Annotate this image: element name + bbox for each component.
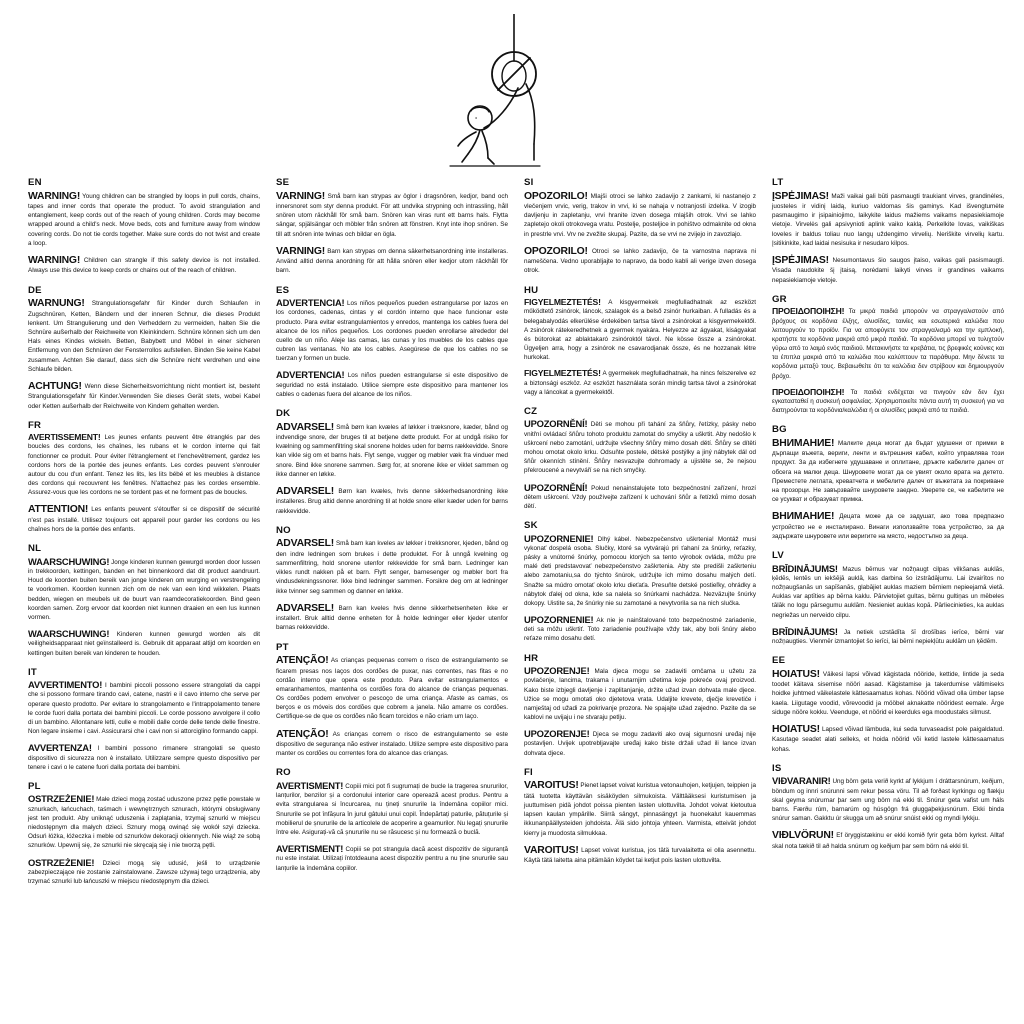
warning-headword: VARNING!: [276, 190, 326, 202]
warning-headword: UPOZORNĚNÍ!: [524, 481, 588, 493]
warning-headword: AVVERTENZA!: [28, 742, 92, 754]
warning-text: Τα παιδιά ενδέχεται να πνιγούν εάν δεν έχει εγκατασταθεί η συσκευή ασφαλείας. Χρησιμοποιείτε πάντα αυτή τη συσκευή για να διατηρούνται τα κορδόνια/καλώδια ή οι αλυσίδες μακριά από τα παιδιά.: [772, 388, 1004, 415]
warning-paragraph: [524, 844, 756, 867]
warning-paragraph: [28, 556, 260, 623]
language-block-ee: [772, 656, 1004, 755]
warning-headword: ВНИМАНИЕ!: [772, 437, 835, 449]
language-code: RO: [276, 767, 291, 779]
language-code: EE: [772, 655, 786, 667]
warning-text: A gyermekek megfulladhatnak, ha nincs felszerelve ez a biztonsági eszköz. Az eszközt használata során mindig tartsa távol a zsinórokat vagy a láncokat a gyermekektől.: [524, 370, 756, 396]
warning-headword: HOIATUS!: [772, 668, 820, 680]
warning-headword: UPOZORENJE!: [524, 728, 590, 740]
warning-headword: OPOZORILO!: [524, 245, 588, 257]
language-block-lv: [772, 551, 1004, 647]
language-code: LT: [772, 177, 784, 188]
warning-paragraph: [28, 190, 260, 249]
warning-text: Dlhý kábel. Nebezpečenstvo uškrtenia! Montáž musi vykonať dospelá osoba. Slučky, ktoré sa vytvárajú pri ťahaní za šnúrky, reťazky, pásky a vnútorné šnúrky, pomocou ktorých sa tento výrobok ovláda, môžu pre malé deti predstavovať nebezpečenstvo zaškrtenia. Aby ste predišli zaškrteniu alebo zamotaniu,sa do týchto šnúrok, udržujte ich mimo dosahu malých detí. Snažte sa múdro omotať okolo krku dieťaťa. Presuňte detské postieľky, ohrádky a nábytok ďalej od okna, kde sa nalela so šnúrkami nachádza. Nezväzujte šnúrky dokopy. Uistite sa, že šnúrky nie su zamotané a nevytvorila sa na nich slučka.: [524, 535, 756, 607]
warning-text: Mazus bērnus var nožņaugt cilpas vilkšanas auklās, ķēdēs, lentēs un iekšējā auklā, kas darbina šo izstrādājumu. Lai izvairītos no nožņaugšanās un sapīšanās, glabājiet auklas maziem bērniem nepieejamā vietā. Auklas var aptīties ap bērna kaklu. Pārvietojiet gultas, bērnu gultiņas un mēbeles tālāk no logu pārsegumu auklām. Nesieniet auklas kopā. Pārliecinieties, ka auklas negriežas un nerveido cilpu.: [772, 565, 1004, 619]
warning-text: Kinderen kunnen gewurgd worden als dit veiligheidsapparaat niet geïnstalleerd is. Gebruik dit apparaat altijd om koorden en kettingen buiten bereik van kinderen te houden.: [28, 631, 260, 657]
warning-text: Les jeunes enfants peuvent être étranglés par des boucles des cordons, les chaînes, les rubans et le cordon interne qui fait fonctionner ce produit. Pour éviter l'étranglement et l'enchevêtrement, gardez les cordons hors de la portée des jeunes enfants. Les cordes peuvent s'enrouler autour du cou d'un enfant. Tenez les lits, les lits bébé et les meubles à distance des cordons qui recouvrent les fenêtres. N'attachez pas les cordes ensemble. Assurez-vous que les cordons ne se tordent pas et ne forment pas de boucles.: [28, 434, 260, 497]
warning-headword: WARNING!: [28, 254, 81, 266]
warning-headword: ΠΡΟΕΙΔΟΠΟΙΗΣΗ!: [772, 306, 845, 317]
warning-headword: AVERTISSEMENT!: [28, 432, 101, 443]
warning-text: Små barn kan strypas av öglor i dragsnören, kedjor, band och innersnoret som styr denna produkt. För att undvika strypning och intrassling, håll snören utom räckhåll för små barn. Snören kan viras runt ett barns hals. Flytta sängar, spjälsängar och möbler från snören att fönstren. Knyt inte ihop snören. Se till att snören inte twinas och bildar en ögla.: [276, 192, 508, 238]
warning-text: Los niños pueden estrangularse si este dispositivo de seguridad no está instalado. Utilice siempre este dispositivo para mantener los cables o cadenas fuera del alcance de los niños.: [276, 372, 508, 398]
warning-headword: AVERTISMENT!: [276, 843, 344, 855]
warning-paragraph: [28, 503, 260, 535]
warning-headword: OSTRZEŻENIE!: [28, 856, 95, 868]
warning-headword: WARNING!: [28, 190, 81, 202]
warning-text: As crianças pequenas correm o risco de estrangulamento se ficarem presas nos laços dos cordões de puxar, nas correntes, nas fitas e no cordão interno que opera este produto. Para evitar estrangulamentos e emaranhamentos, mantenha os cordões fora do alcance de crianças pequenas. Os cordões podem envolver o pescoço de uma criança. Afaste as camas, os berços e os móveis dos cordões que cobrem a janela. Não amarre os cordões. Certifique-se de que os cordões não ficam torcidos e não criam um laço.: [276, 657, 508, 721]
warning-text: Mlajši otroci se lahko zadavijo z zankami, ki nastanejo z vlečenjem vrvic, verig, trakov in vrvi, ki se nahaja v notranjosti izdelka. V izogib davljenju in zapletanju, vrvi hranite izven dosega mlajših otrok. Vrvi se lahko zapletejo okoli otrokovega vratu. Postelje, posteljice in pohištvo odmaknite od okna in prestrle vrvi. Vrv ne zvežite skupaj. Pazite, da se vrvi ne zvijejo in zavozlajo.: [524, 192, 756, 238]
warning-headword: BRĪDINĀJUMS!: [772, 562, 838, 574]
warning-text: Børn kan kvæles, hvis denne sikkerhedsanordning ikke installeres. Brug altid denne anordning til at holde snore eller kæder uden for børns rækkevidde.: [276, 487, 508, 515]
language-code: SI: [524, 177, 534, 188]
warning-paragraph: [276, 297, 508, 364]
warning-paragraph: [524, 779, 756, 838]
language-code: PT: [276, 641, 289, 653]
language-block-is: [772, 764, 1004, 852]
warning-text: Τα μικρά παιδιά μπορούν να στραγγαλιστούν από βρόχους σε κορδόνια έλξης, αλυσίδες, ταινίες και εσωτερικά καλώδια που λειτουργούν το προϊόν. Για να αποφύγετε τον στραγγαλισμό και την εμπλοκή, κρατήστε τα κορδόνια μακριά από μικρά παιδιά. Τα κορδόνια μπορεί να τυλιχτούν γύρω από το λαιμό ενός παιδιού. Μετακινήστε τα κρεβάτια, τις βρεφικές κούνιες και τα έπιπλα μακριά από τα καλώδια που καλύπτουν τα παράθυρα. Μην δένετε τα κορδόνια μεταξύ τους. Βεβαιωθείτε ότι τα καλώδια δεν στρίβουν και δημιουργούν βρόχο.: [772, 308, 1004, 380]
warning-paragraph: [276, 780, 508, 838]
language-code: IT: [28, 666, 37, 678]
warning-text: Małe dzieci mogą zostać uduszone przez pętle powstałe w sznurkach, łańcuchach, taśmach i wewnętrznych sznurach, którymi obsługiwany jest ten produkt. Aby uniknąć uduszenia i zaplątania, trzymaj sznurki w miejscu niedostępnym dla małych dzieci. Sznury mogą owinąć się wokół szyi dziecka. Odsuń łóżka, łóżeczka i meble od sznurków dekoracji okiennych. Nie wiąż ze sobą sznurków. Upewnij się, że sznurki nie skręcają się i nie tworzą pętli.: [28, 796, 260, 850]
warning-text: Wenn diese Sicherheitsvorrichtung nicht montiert ist, besteht Strangulationsgefahr für Kinder.Verwenden Sie dieses Gerät stets, wobei Kabel oder Ketten außerhalb der Reichweite von Kindern gehalten werden.: [28, 382, 260, 410]
warning-paragraph: [28, 742, 260, 773]
language-code: PL: [28, 780, 41, 792]
warning-paragraph: [524, 368, 756, 398]
language-code: FI: [524, 766, 533, 778]
language-block-fi: [524, 768, 756, 867]
language-block-fr: [28, 421, 260, 536]
warning-headword: OPOZORILO!: [524, 190, 588, 202]
warning-paragraph: [772, 437, 1004, 506]
language-block-se: [276, 178, 508, 277]
warning-headword: ĮSPĖJIMAS!: [772, 254, 829, 266]
language-code: ES: [276, 284, 290, 296]
warning-headword: UPOZORNĚNÍ!: [524, 418, 588, 430]
language-block-bg: [772, 425, 1004, 542]
warning-text: Dzieci mogą się udusić, jeśli to urządzenie zabezpieczające nie zostanie zainstalowane. Zawsze używaj tego urządzenia, aby trzymać sznurki lub łańcuszki w miejscu niedostępnym dla dzieci.: [28, 859, 260, 885]
language-block-cz: [524, 407, 756, 512]
warning-paragraph: [28, 857, 260, 888]
warning-paragraph: [772, 190, 1004, 249]
warning-paragraph: [524, 482, 756, 513]
warning-headword: ADVARSEL!: [276, 538, 335, 550]
warning-text: Young children can be strangled by loops in pull cords, chains, tapes and inner cords that operate the product. To avoid strangulation and entanglement, keep cords out of the reach of young children. Cords may become wrapped around a child's neck. Move beds, cots and furniture away from window covering cords. Do not tie cords together. Make sure cords do not twist and create a loop.: [28, 192, 260, 247]
warning-headword: UPOZORENJE!: [524, 665, 590, 677]
language-code: NO: [276, 524, 291, 536]
language-code: CZ: [524, 405, 538, 417]
warning-paragraph: [276, 190, 508, 240]
language-code: IS: [772, 762, 782, 774]
language-block-ro: [276, 768, 508, 873]
warning-paragraph: [524, 728, 756, 759]
warning-paragraph: [524, 533, 756, 609]
warning-headword: ATTENTION!: [28, 504, 89, 516]
warning-text: Otroci se lahko zadavijo, če ta varnostna naprava ni nameščena. Vedno uporabljajte to napravo, da bodo kabli ali verige izven dosega otrok.: [524, 247, 756, 275]
language-code: SE: [276, 177, 290, 188]
language-block-nl: [28, 544, 260, 658]
language-columns: [28, 178, 1004, 1008]
warning-paragraph: [28, 432, 260, 498]
warning-text: Djeca se mogu zadaviti ako ovaj sigurnosni uređaj nije postavljen. Uvijek upotrebljavajte uređaj kako biste držali užad ili lance izvan dohvata djece.: [524, 731, 756, 757]
column-3: [524, 178, 756, 1008]
warning-paragraph: [772, 626, 1004, 647]
warning-text: I bambini possono rimanere strangolati se questo dispositivo di sicurezza non è installato. Utilizzare sempre questo dispositivo per tenere i cavi o le catene fuori dalla portata dei bambini.: [28, 745, 260, 771]
warning-headword: HOIATUS!: [772, 723, 820, 735]
warning-text: Los niños pequeños pueden estrangularse por lazos en los cordones, cadenas, cintas y el cordón interno que hace funcionar este producto. Para evitar estrangulamientos y enredos, mantenga los cables fuera del alcance de los niños pequeños. Los cordones pueden enrollarse alrededor del cuello de un niño. Aleje las camas, las cunas y los muebles de los cables que cubren las ventanas. No ate los cables. Asegúrese de que los cables no se tuerzan y formen un bucle.: [276, 300, 508, 363]
warning-paragraph: [772, 775, 1004, 824]
language-block-sk: [524, 521, 756, 645]
warning-text: Lapset voivat kuristua, jos tätä turvalaitetta ei olla asennettu. Käytä tätä laitetta aina pitämään köydet tai ketjut pois lasten ulottuvilta.: [524, 846, 756, 865]
language-block-hr: [524, 654, 756, 759]
warning-headword: WAARSCHUWING!: [28, 628, 110, 640]
language-block-en: [28, 178, 260, 277]
warning-paragraph: [524, 665, 756, 723]
language-code: NL: [28, 543, 42, 555]
warning-headword: UPOZORNENIE!: [524, 614, 594, 626]
warning-text: Mala djeca mogu se zadaviti omčama u užetu za povlačenje, lancima, trakama i unutarnjim užetima koje pokreće ovaj proizvod. Kako biste izbjegli davljenje i zaplitanjanje, držite užad izvan dohvata male djece. Užice se mogu omotati oko djetetova vrata. Udaljite krevete, dječje krevetiće i namještaj od užadi za pokrivanje prozora. Ne spajajte užad zajedno. Pazite da se kablovi ne uvijaju i ne stvaraju petlju.: [524, 668, 756, 722]
warning-headword: ADVARSEL!: [276, 602, 335, 614]
warning-text: Pienet lapset voivat kuristua vetonauhojen, ketjujen, teippien ja tätä tuotetta käyttävän sisäköyden silmukoista. Välttääksesi kuristumisen ja juuttumisen pidä johdot poissa pienten lasten ulottuvilta. Johdot voivat kietoutua lapsen kaulan ympärille. Siirrä sängyt, pinnasängyt ja huonekalut kauemmas ikkunanpäällysteiden johdoista. Älä sido johtoja yhteen. Varmista, etteivät johdot kierry ja muodosta silmukkaa.: [524, 782, 756, 837]
warning-headword: ĮSPĖJIMAS!: [772, 190, 829, 202]
warning-headword: ATENÇÃO!: [276, 655, 329, 667]
warning-paragraph: [28, 297, 260, 375]
language-code: HU: [524, 284, 539, 296]
language-block-pl: [28, 782, 260, 887]
warning-headword: AVVERTIMENTO!: [28, 679, 103, 691]
language-block-si: [524, 178, 756, 277]
warning-text: A kisgyermekek megfulladhatnak az eszközt működtető zsinórok, láncok, szalagok és a belső zsinór hurkaiban. A fulladás és a belegabalyodás elkerülése érdekében tartsa távol a zsinórokat a kisgyermekektől. A zsinórok rátekeredhetnek a gyermek nyakára. Helyezze az ágyakat, kiságyakat és bútorokat az ablaktakaró zsinóroktól távol. Ne kösse össze a zsinórokat. Ügyeljen arra, hogy a zsinórok ne csavarodjanak össze, és ne hozzanak létre hurkokat.: [524, 299, 756, 362]
warning-headword: ADVARSEL!: [276, 421, 335, 433]
warning-text: As crianças correm o risco de estrangulamento se este dispositivo de segurança não estiver instalado. Utilize sempre este dispositivo para manter os cordões ou correntes fora do alcance das crianças.: [276, 730, 508, 758]
warning-text: Децата може да се задушат, ако това предпазно устройство не е инсталирано. Винаги използвайте това устройство, за да задържате шнуровете или веригите на място, недостъпно за деца.: [772, 513, 1004, 540]
language-code: EN: [28, 177, 42, 188]
language-code: BG: [772, 424, 787, 436]
warning-text: Strangulationsgefahr für Kinder durch Schlaufen in Zugschnüren, Ketten, Bändern und der inneren Schnur, die dieses Produkt lenkent. Um Strangulierung und den Verheddern zu vermeiden, halten Sie die Schnüre außerhalb der Reichweite von Kleinkindern. Schnüre können sich um den Hals eines Kindes wickeln. Betten, Babybett und Möbel in einer sicheren Entfernung von den Schnüren der Fensterrollos aufstellen. Binden Sie keine Kabel zusammen. Achten Sie darauf, dass sich die Schnüre nicht verdrehen und eine Schlaufe bilden.: [28, 300, 260, 373]
language-code: DK: [276, 407, 291, 419]
warning-paragraph: [772, 668, 1004, 718]
warning-headword: ADVARSEL!: [276, 485, 335, 497]
warning-paragraph: [28, 380, 260, 412]
warning-paragraph: [276, 537, 508, 596]
warning-paragraph: [28, 628, 260, 659]
warning-text: Väikesi lapsi võivad kägistada nööride, kettide, lintide ja seda toodet käitava sisemise nööri aasad. Kägistamise ja takerdumise vältimiseks hoidke juhtmed väikelastele kättesaamatus kohas. Nöörid võivad olla ümber lapse kaela. Liigutage voodid, võrevoodid ja mööbel aknakatte nööridest eemale. Ärge siduge nööre kokku. Veenduge, et nöörid ei keerduks ega moodustaks silmust.: [772, 670, 1004, 716]
warning-headword: WAARSCHUWING!: [28, 555, 110, 567]
warning-text: Maži vaikai gali būti pasmaugti traukiant virves, grandinėles, juosteles ir vidinį laidą, kuriuo valdomas šis gaminys. Kad išvengtumėte pasmaugimo ir įsipainiojimo, laikykite laidus mažiems vaikams nepasiekiamoje vietoje. Virvelės gali apsivynioti aplink vaiko kaklą. Perkelkite lovas, vaikiškas loveles ir baldus toliau nuo langų uždengimo virvelių. Neriškite virvelių kartu. Įsitikinkite, kad laidai nesisuka ir nesudaro kilpos.: [772, 192, 1004, 247]
warning-paragraph: [276, 728, 508, 760]
language-code: FR: [28, 419, 42, 431]
language-block-gr: [772, 295, 1004, 416]
warning-paragraph: [28, 793, 260, 851]
column-1: [28, 178, 260, 1008]
warning-text: Ak nie je nainštalované toto bezpečnostné zariadenie, deti sa môžu uškrtiť. Toto zariadenie používajte vždy tak, aby boli šnúry alebo reťaze mimo dosahu detí.: [524, 617, 756, 643]
warning-paragraph: [524, 297, 756, 363]
warning-headword: WARNUNG!: [28, 298, 85, 310]
warning-paragraph: [276, 485, 508, 517]
warning-paragraph: [772, 306, 1004, 381]
warning-text: Barn kan strypas om denna säkerhetsanordning inte installeras. Använd alltid denna anordning för att hålla snören eller kedjor utom räckhåll för barn.: [276, 247, 508, 275]
warning-paragraph: [28, 254, 260, 277]
warning-paragraph: [524, 418, 756, 476]
warning-headword: ADVERTENCIA!: [276, 297, 345, 309]
language-block-hu: [524, 286, 756, 398]
warning-text: Nesumontavus šio saugos įtaiso, vaikas gali pasismaugti. Visada naudokite šį įtaisą, norėdami laikyti virves ir grandines vaikams nepasiekiamoje vietoje.: [772, 256, 1004, 284]
warning-headword: BRĪDINĀJUMS!: [772, 625, 838, 637]
warning-paragraph: [524, 614, 756, 645]
warning-headword: FIGYELMEZTETÉS!: [524, 297, 601, 308]
warning-paragraph: [276, 421, 508, 480]
warning-text: Pokud nenainstalujete toto bezpečnostní zařízení, hrozí dětem uškrcení. Vždy používejte zařízení k uchování šňůr a řetízků mimo dosah dětí.: [524, 484, 756, 510]
language-code: DE: [28, 284, 42, 296]
language-block-it: [28, 668, 260, 773]
warning-headword: ВНИМАНИЕ!: [772, 511, 835, 523]
warning-headword: VAROITUS!: [524, 844, 579, 856]
warning-paragraph: [772, 254, 1004, 286]
warning-paragraph: [772, 723, 1004, 755]
language-code: GR: [772, 293, 787, 305]
language-block-es: [276, 286, 508, 400]
warning-text: Малките деца могат да бъдат удушени от примки в дърпащи въжета, вериги, ленти и вътрешния кабел, който управлява този продукт. За да избегнете удушаване и оплитане, дръжте кабелите далеч от обсега на малки деца. Шнуровете могат да се увият около врата на детето. Преместете леглата, креватчета и мебелите далеч от въжетата за покриване на прозорци. Не завързвайте шнуровете заедно. Уверете се, че кабелите не се усукват и образуват примка.: [772, 439, 1004, 504]
warning-headword: UPOZORNENIE!: [524, 532, 594, 544]
language-code: SK: [524, 520, 538, 532]
warning-text: Barn kan kveles hvis denne sikkerhetsenheten ikke er installert. Bruk alltid denne enheten for å holde ledninger eller kjeder utenfor barnas rekkevidde.: [276, 604, 508, 632]
warning-headword: VIÐVARANIR!: [772, 775, 831, 787]
warning-text: Copiii se pot strangula dacă acest dispozitiv de siguranță nu este instalat. Utilizați întotdeauna acest dispozitiv pentru a nu ține snururile sau lanțurile la îndemâna copiilor.: [276, 846, 508, 872]
warning-text: Lapsed võivad lämbuda, kui seda turvaseadist pole paigaldatud. Kasutage seadet alati selleks, et hoida nöörid või ketid lastele kättesaamatus kohas.: [772, 725, 1004, 753]
language-block-de: [28, 286, 260, 412]
warning-text: Ja netiek uzstādīta šī drošības ierīce, bērni var nožņaugties. Vienmēr izmantojiet šo ierīci, lai bērni nepiekļūtu auklām un ķēdēm.: [772, 628, 1004, 646]
warning-paragraph: [524, 190, 756, 240]
warning-paragraph: [276, 369, 508, 400]
warning-text: Ef öryggistækinu er ekki komið fyrir geta börn kyrkst. Alltaf skal nota tækið til að halda snúrum og keðjum þar sem börn ná ekki til.: [772, 832, 1004, 850]
warning-text: Les enfants peuvent s'étouffer si ce dispositif de sécurité n'est pas installé. Utilisez toujours cet appareil pour garder les cordons ou les chaînes hors de la portée des enfants.: [28, 506, 260, 534]
warning-text: Ung börn geta verið kyrkt af lykkjum í dráttarsnúrum, keðjum, böndum og innri snúrunni sem rekur þessa vöru. Til að forðast kyrkingu og flækju skal geyma snúrurnar þar sem ung börn ná ekki til. Snúrur geta vafist um háls barns. Færðu rúm, barnarúm og húsgögn frá gluggaþekjusnúrum. Ekki binda snúrur saman. Gakktu úr skugga um að snúrur snúist ekki og myndi lykkju.: [772, 778, 1004, 823]
warning-headword: VIÐLVÖRUN!: [772, 830, 834, 842]
language-block-pt: [276, 643, 508, 760]
warning-text: Små barn kan kveles av løkker i trekksnorer, kjeden, bånd og den indre ledningen som brukes i dette produktet. For å unngå kvelning og sammenfiltring, hold snorene utenfor rekkevidde for små barn. Ledninger kan vikles rundt nakken på et barn. Flytt senger, barnesenger og møbler bort fra vindusdekningssnorer. Ikke bind ledninger sammen. Forsikre deg om at ledninger ikke tvinner seg sammen og danner en løkke.: [276, 540, 508, 595]
column-4: [772, 178, 1004, 1008]
warning-text: Små børn kan kvæles af løkker i træksnore, kæder, bånd og indvendige snore, der bruges til at betjene dette produkt. For at undgå risiko for kvælning og sammenfiltring skal snorene holdes uden for børns rækkevidde. Snore kan vikle sig om et barns hals. Flyt senge, vugger og møbler væk fra vinduer med snore. Bind ikke snorene sammen. Sørg for, at snorene ikke er viklet sammen og ikke danner en løkke.: [276, 423, 508, 478]
warning-headword: ACHTUNG!: [28, 380, 82, 392]
language-block-lt: [772, 178, 1004, 286]
warning-paragraph: [772, 387, 1004, 417]
warning-headword: VAROITUS!: [524, 780, 579, 792]
language-code: HR: [524, 652, 539, 664]
warning-paragraph: [276, 245, 508, 277]
warning-paragraph: [276, 654, 508, 723]
warning-paragraph: [772, 510, 1004, 542]
warning-headword: AVERTISMENT!: [276, 780, 344, 792]
language-block-dk: [276, 409, 508, 517]
language-code: LV: [772, 550, 784, 562]
warning-text: Jonge kinderen kunnen gewurgd worden door lussen in trekkoorden, kettingen, banden en het binnenkoord dat dit product aandruurt. Houd de koorden buiten bereik van jonge kinderen om wurging en verstrengeling te voorkomen. Koorden kunnen zich om de nek van een kind wikkelen. Plaats bedden, wiegen en meubels uit de buurt van raamdecoratiekoorden. Bind geen koorden samen. Zorg ervoor dat koorden niet kunnen draaien en een lus kunnen vormen.: [28, 558, 260, 621]
warning-text: I bambini piccoli possono essere strangolati da cappi che si possono formare tirando cavi, catene, nastri e il cavo interno che serve per operare questo prodotto. Per evitare lo strangolamento e l'intrappolamento tenere le corde fuori dalla portata dei bambini piccoli. Le corde possono avvolgere il collo di un bambino. Allontanare letti, culle e mobili dalle corde delle tende delle finestre. Non legare insieme i cavi. Assicurarsi che i cavi non si attorciglino formando cappi.: [28, 682, 260, 736]
warning-paragraph: [28, 679, 260, 737]
warning-headword: FIGYELMEZTETÉS!: [524, 368, 601, 379]
warning-headword: ΠΡΟΕΙΔΟΠΟΙΗΣΗ!: [772, 386, 845, 397]
warning-paragraph: [276, 843, 508, 874]
warning-headword: ATENÇÃO!: [276, 728, 329, 740]
column-2: [276, 178, 508, 1008]
warning-paragraph: [524, 245, 756, 277]
child-strangulation-warning-pictogram: [430, 14, 600, 174]
warning-text: Copiii mici pot fi sugrumați de bucle la tragerea snururilor, lanțurilor, benzilor și a cordonului interior care operează acest produs. Pentru a evita strangularea si încurcarea, nu țineți snururile la îndemâna copiilor mici. Snururile se pot înfășura în jurul gâtului unui copil. Îndepărtați paturile, pătuțurile și mobilierul de șnururile de la articolele de acoperire a geamurilor. Nu legați șnururile între ele. Asigurați-vă că șnururile nu se răsucesc și nu formează o buclă.: [276, 783, 508, 836]
warning-text: Children can strangle if this safety device is not installed. Always use this device to keep cords or chains out of the reach of children.: [28, 256, 260, 275]
warning-paragraph: [772, 563, 1004, 621]
warning-text: Děti se mohou při tahání za šňůry, řetízky, pásky nebo vnitřní ovládací šňůru tohoto produktu zamotat do smyčky a uškrtit. Aby nedošlo k uškrcení nebo zamotání, udržujte všechny šňůry mimo dosah dětí. Šňůry se dítěti mohou omotat okolo krku. Odsuňte postele, dětské postýlky a jiný nábytek dál od šňůr okenních stínění. Šňůry nesvazujte dohromady a ujistěte se, že nejsou překroucené a nevytváří se na nich smyčky.: [524, 421, 756, 475]
warning-paragraph: [772, 829, 1004, 852]
language-block-no: [276, 526, 508, 634]
warning-headword: OSTRZEŻENIE!: [28, 793, 95, 805]
warning-headword: ADVERTENCIA!: [276, 369, 345, 381]
warning-paragraph: [276, 602, 508, 634]
warning-headword: VARNING!: [276, 245, 326, 257]
